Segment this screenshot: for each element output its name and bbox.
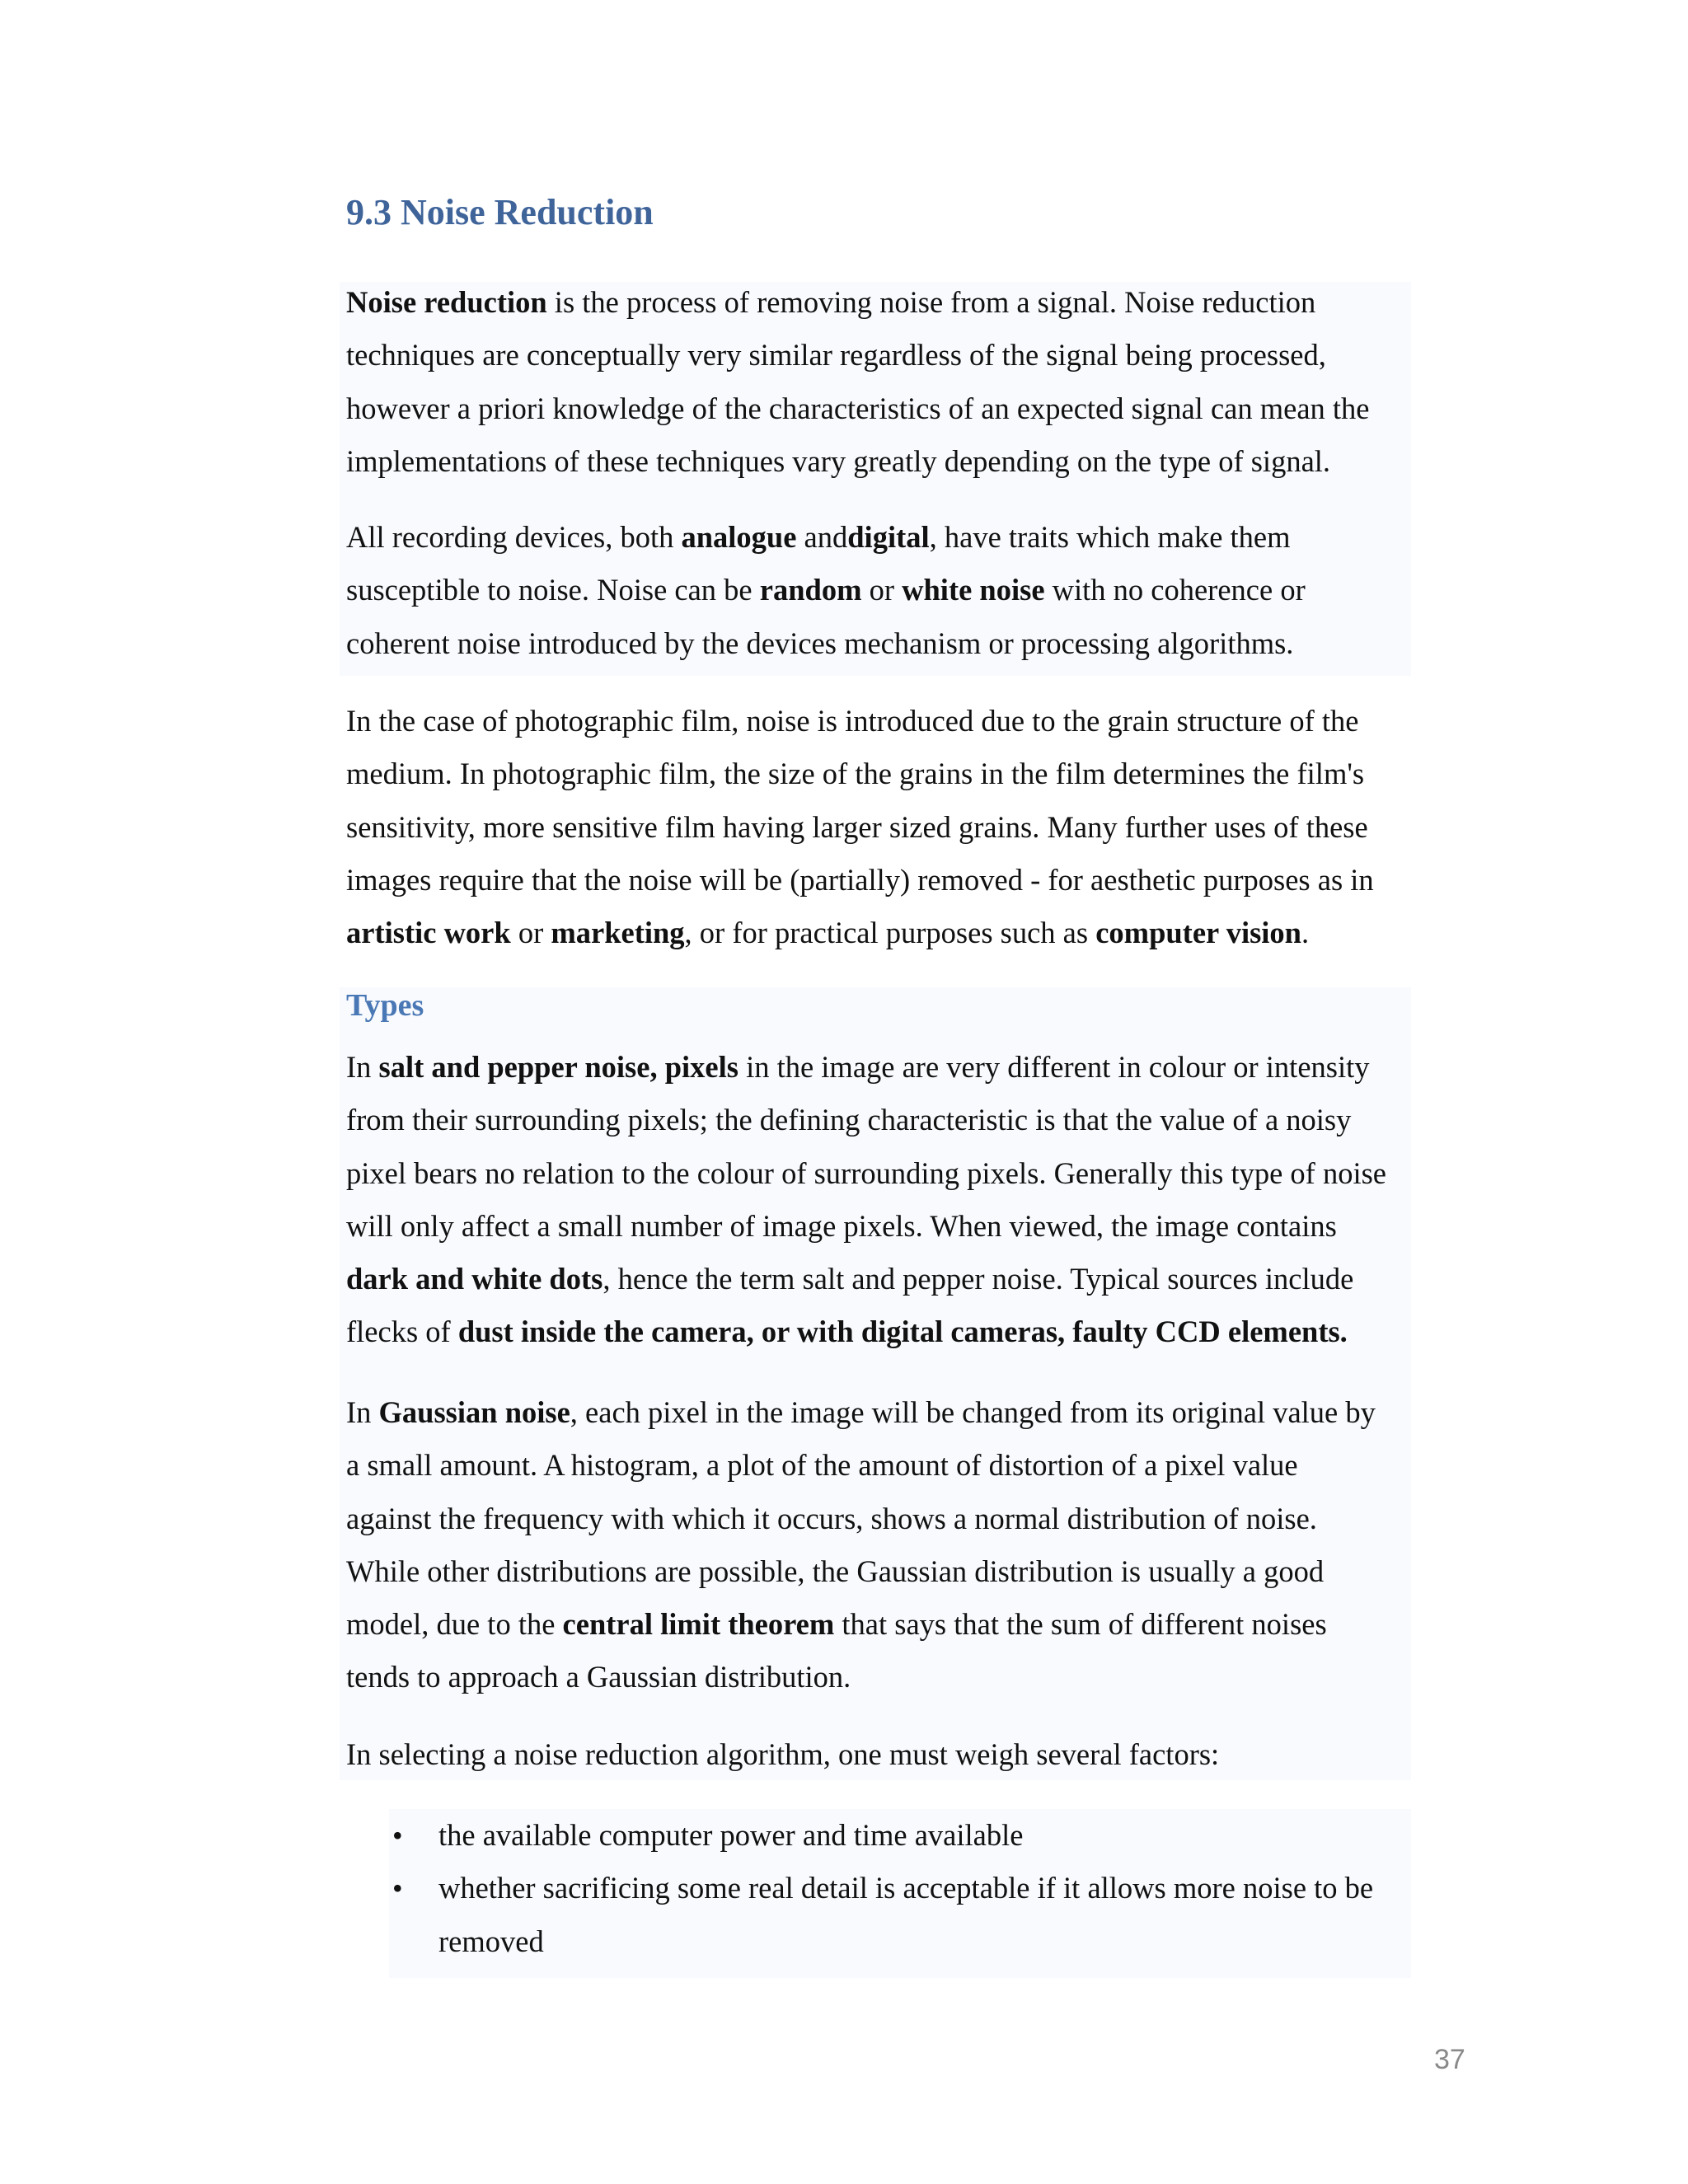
term-white-noise: white noise: [902, 573, 1045, 607]
text-line: images require that the noise will be (partially) removed - for aesthetic purposes as in: [346, 862, 1374, 897]
text-span: with no coherence or: [1044, 573, 1306, 607]
text-span: In: [346, 1050, 379, 1084]
paragraph-noise-reduction: [346, 276, 1418, 488]
term-marketing: marketing: [551, 916, 685, 950]
term-computer-vision: computer vision: [1095, 916, 1301, 950]
text-line: will only affect a small number of image pixels. When viewed, the image contains: [346, 1208, 1337, 1243]
text-span: , or for practical purposes such as: [684, 916, 1096, 950]
term-artistic-work: artistic work: [346, 916, 511, 950]
text-line: from their surrounding pixels; the defining characteristic is that the value of a noisy: [346, 1103, 1352, 1137]
text-span: In: [346, 1395, 379, 1429]
paragraph-salt-and-pepper: [346, 1041, 1418, 1359]
types-heading: Types: [346, 988, 424, 1023]
factors-list: [346, 1809, 1418, 1968]
bullet-marker: •: [392, 1872, 403, 1905]
text-line: against the frequency with which it occurs, shows a normal distribution of noise.: [346, 1501, 1317, 1535]
text-span: is the process of removing noise from a signal. Noise reduction: [546, 285, 1316, 319]
term-dust-inside-camera: dust inside the camera, or with digital cameras, faulty CCD elements.: [457, 1315, 1348, 1349]
text-line: coherent noise introduced by the devices mechanism or processing algorithms.: [346, 626, 1294, 660]
text-span: model, due to the: [346, 1607, 563, 1642]
text-line: While other distributions are possible, the Gaussian distribution is usually a good: [346, 1554, 1325, 1588]
section-title: 9.3 Noise Reduction: [346, 192, 654, 232]
text-line: tends to approach a Gaussian distribution.: [346, 1660, 851, 1694]
text-line: a small amount. A histogram, a plot of the amount of distortion of a pixel value: [346, 1448, 1298, 1483]
list-item: [346, 1809, 1418, 1862]
text-span: or: [861, 573, 903, 607]
bullet-marker: •: [392, 1819, 403, 1852]
text-span: All recording devices, both: [346, 520, 682, 554]
term-central-limit-theorem: central limit theorem: [562, 1607, 835, 1642]
text-span: susceptible to noise. Noise can be: [346, 573, 760, 607]
page-number: 37: [1434, 2044, 1465, 2075]
text-line: whether sacrificing some real detail is acceptable if it allows more noise to be: [438, 1871, 1374, 1905]
text-span: , hence the term salt and pepper noise. Typical sources include: [603, 1262, 1354, 1296]
text-span: , have traits which make them: [929, 520, 1291, 554]
paragraph-gaussian-noise: [346, 1386, 1418, 1704]
paragraph-recording-devices: [346, 511, 1418, 670]
text-span: or: [510, 916, 551, 950]
text-span: , each pixel in the image will be changed from its original value by: [570, 1395, 1376, 1429]
text-line: the available computer power and time available: [438, 1818, 1024, 1852]
term-random: random: [759, 573, 862, 607]
term-gaussian-noise: Gaussian noise: [378, 1395, 570, 1429]
paragraph-photographic-film: [346, 695, 1418, 959]
text-line: removed: [438, 1924, 544, 1958]
text-line: however a priori knowledge of the characteristics of an expected signal can mean the: [346, 391, 1370, 425]
text-span: in the image are very different in colour or intensity: [738, 1050, 1370, 1084]
text-line: sensitivity, more sensitive film having larger sized grains. Many further uses of these: [346, 809, 1368, 844]
text-line: pixel bears no relation to the colour of surrounding pixels. Generally this type of noise: [346, 1155, 1386, 1190]
text-span: .: [1301, 916, 1310, 950]
text-line: In selecting a noise reduction algorithm, one must weigh several factors:: [346, 1737, 1220, 1771]
term-analogue: analogue: [681, 520, 797, 554]
term-dark-and-white-dots: dark and white dots: [346, 1262, 603, 1296]
paragraph-selecting-algorithm: [346, 1728, 1418, 1781]
list-item: [346, 1862, 1418, 1968]
text-line: implementations of these techniques vary greatly depending on the type of signal.: [346, 443, 1331, 478]
text-span: flecks of: [346, 1315, 458, 1349]
term-salt-and-pepper: salt and pepper noise, pixels: [378, 1050, 738, 1084]
term-noise-reduction: Noise reduction: [346, 285, 547, 319]
text-line: In the case of photographic film, noise is introduced due to the grain structure of the: [346, 704, 1359, 738]
text-line: techniques are conceptually very similar regardless of the signal being processed,: [346, 338, 1326, 373]
text-span: and: [796, 520, 848, 554]
text-line: medium. In photographic film, the size of the grains in the film determines the film's: [346, 757, 1365, 791]
term-digital: digital: [847, 520, 930, 554]
text-span: that says that the sum of different noises: [834, 1607, 1327, 1642]
